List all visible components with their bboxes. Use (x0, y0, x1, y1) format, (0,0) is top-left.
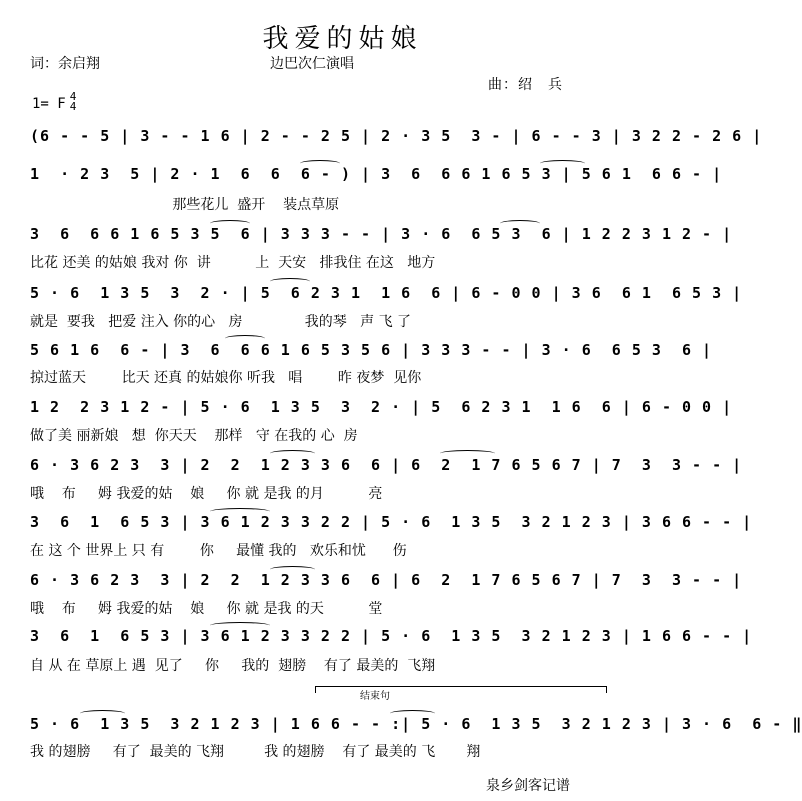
time-signature-top: 4 (69, 90, 77, 103)
notation-row-4: 5 · 6 1 3 5 3 2 · | 5 6 2 3 1 1 6 6 | 6 - 0 0 | 3 6 6 1 6 5 3 | (30, 284, 743, 302)
notation-row-10: 3 6 1 6 5 3 | 3 6 1 2 3 3 2 2 | 5 · 6 1 3 5 3 2 1 2 3 | 1 6 6 - - | (30, 627, 753, 645)
slur-mark (270, 566, 315, 573)
lyrics-row-3: 比花 还美 的姑娘 我对 你 讲 上 天安 排我住 在这 地方 (30, 255, 436, 271)
slur-mark (225, 335, 265, 342)
key-signature (32, 90, 77, 113)
notation-row-3: 3 6 6 6 1 6 5 3 5 6 | 3 3 3 - - | 3 · 6 6 5 3 6 | 1 2 2 3 1 2 - | (30, 225, 733, 243)
lyricist-credit: 词：余启翔 (30, 56, 100, 72)
lyrics-row-10: 自 从 在 草原上 遇 见了 你 我的 翅膀 有了 最美的 飞翔 (30, 658, 436, 674)
lyrics-row-5: 掠过蓝天 比天 还真 的姑娘你 听我 唱 昨 夜梦 见你 (30, 370, 422, 386)
time-signature (68, 92, 78, 112)
singer-credit: 边巴次仁演唱 (270, 56, 354, 72)
slur-mark (300, 160, 340, 167)
notation-row-11: 5 · 6 1 3 5 3 2 1 2 3 | 1 6 6 - - :| 5 · 6 1 3 5 3 2 1 2 3 | 3 · 6 6 - ‖ (30, 715, 802, 733)
lyrics-row-2: 那些花儿 盛开 装点草原 (30, 197, 340, 213)
lyrics-row-11: 我 的翅膀 有了 最美的 飞翔 我 的翅膀 有了 最美的 飞 翔 (30, 744, 481, 760)
ending-label: 结束句 (360, 691, 390, 702)
notation-row-6: 1 2 2 3 1 2 - | 5 · 6 1 3 5 3 2 · | 5 6 2 3 1 1 6 6 | 6 - 0 0 | (30, 398, 733, 416)
composer-credit: 曲：绍 兵 (488, 77, 563, 93)
slur-mark (540, 160, 585, 167)
slur-mark (440, 450, 495, 457)
lyrics-row-7: 哦 布 姆 我爱的姑 娘 你 就 是我 的月 亮 (30, 486, 383, 502)
slur-mark (500, 220, 540, 227)
transcriber-credit: 泉乡剑客记谱 (486, 778, 570, 794)
ending-bracket (315, 686, 607, 693)
lyrics-row-4: 就是 要我 把爱 注入 你的心 房 我的琴 声 飞 了 (30, 314, 412, 330)
lyrics-row-6: 做了美 丽新娘 想 你天天 那样 守 在我的 心 房 (30, 428, 358, 444)
slur-mark (80, 710, 125, 717)
slur-mark (270, 278, 310, 285)
notation-row-5: 5 6 1 6 6 - | 3 6 6 6 1 6 5 3 5 6 | 3 3 3 - - | 3 · 6 6 5 3 6 | (30, 341, 713, 359)
notation-row-1: (6 - - 5 | 3 - - 1 6 | 2 - - 2 5 | 2 · 3 5 3 - | 6 - - 3 | 3 2 2 - 2 6 | (30, 127, 763, 145)
lyrics-row-8: 在 这 个 世界上 只 有 你 最懂 我的 欢乐和忧 伤 (30, 543, 407, 559)
notation-row-9: 6 · 3 6 2 3 3 | 2 2 1 2 3 3 6 6 | 6 2 1 7 6 5 6 7 | 7 3 3 - - | (30, 571, 743, 589)
slur-mark (390, 710, 435, 717)
notation-row-8: 3 6 1 6 5 3 | 3 6 1 2 3 3 2 2 | 5 · 6 1 3 5 3 2 1 2 3 | 3 6 6 - - | (30, 513, 753, 531)
time-signature-bottom: 4 (69, 100, 77, 113)
notation-row-7: 6 · 3 6 2 3 3 | 2 2 1 2 3 3 6 6 | 6 2 1 7 6 5 6 7 | 7 3 3 - - | (30, 456, 743, 474)
slur-mark (270, 450, 315, 457)
slur-mark (210, 622, 270, 629)
slur-mark (210, 220, 250, 227)
slur-mark (210, 508, 270, 515)
key-label: 1= F (32, 96, 66, 112)
notation-row-2: 1 · 2 3 5 | 2 · 1 6 6 6 - ) | 3 6 6 6 1 6 5 3 | 5 6 1 6 6 - | (30, 165, 723, 183)
song-title: 我爱的姑娘 (262, 24, 423, 54)
lyrics-row-9: 哦 布 姆 我爱的姑 娘 你 就 是我 的天 堂 (30, 601, 383, 617)
